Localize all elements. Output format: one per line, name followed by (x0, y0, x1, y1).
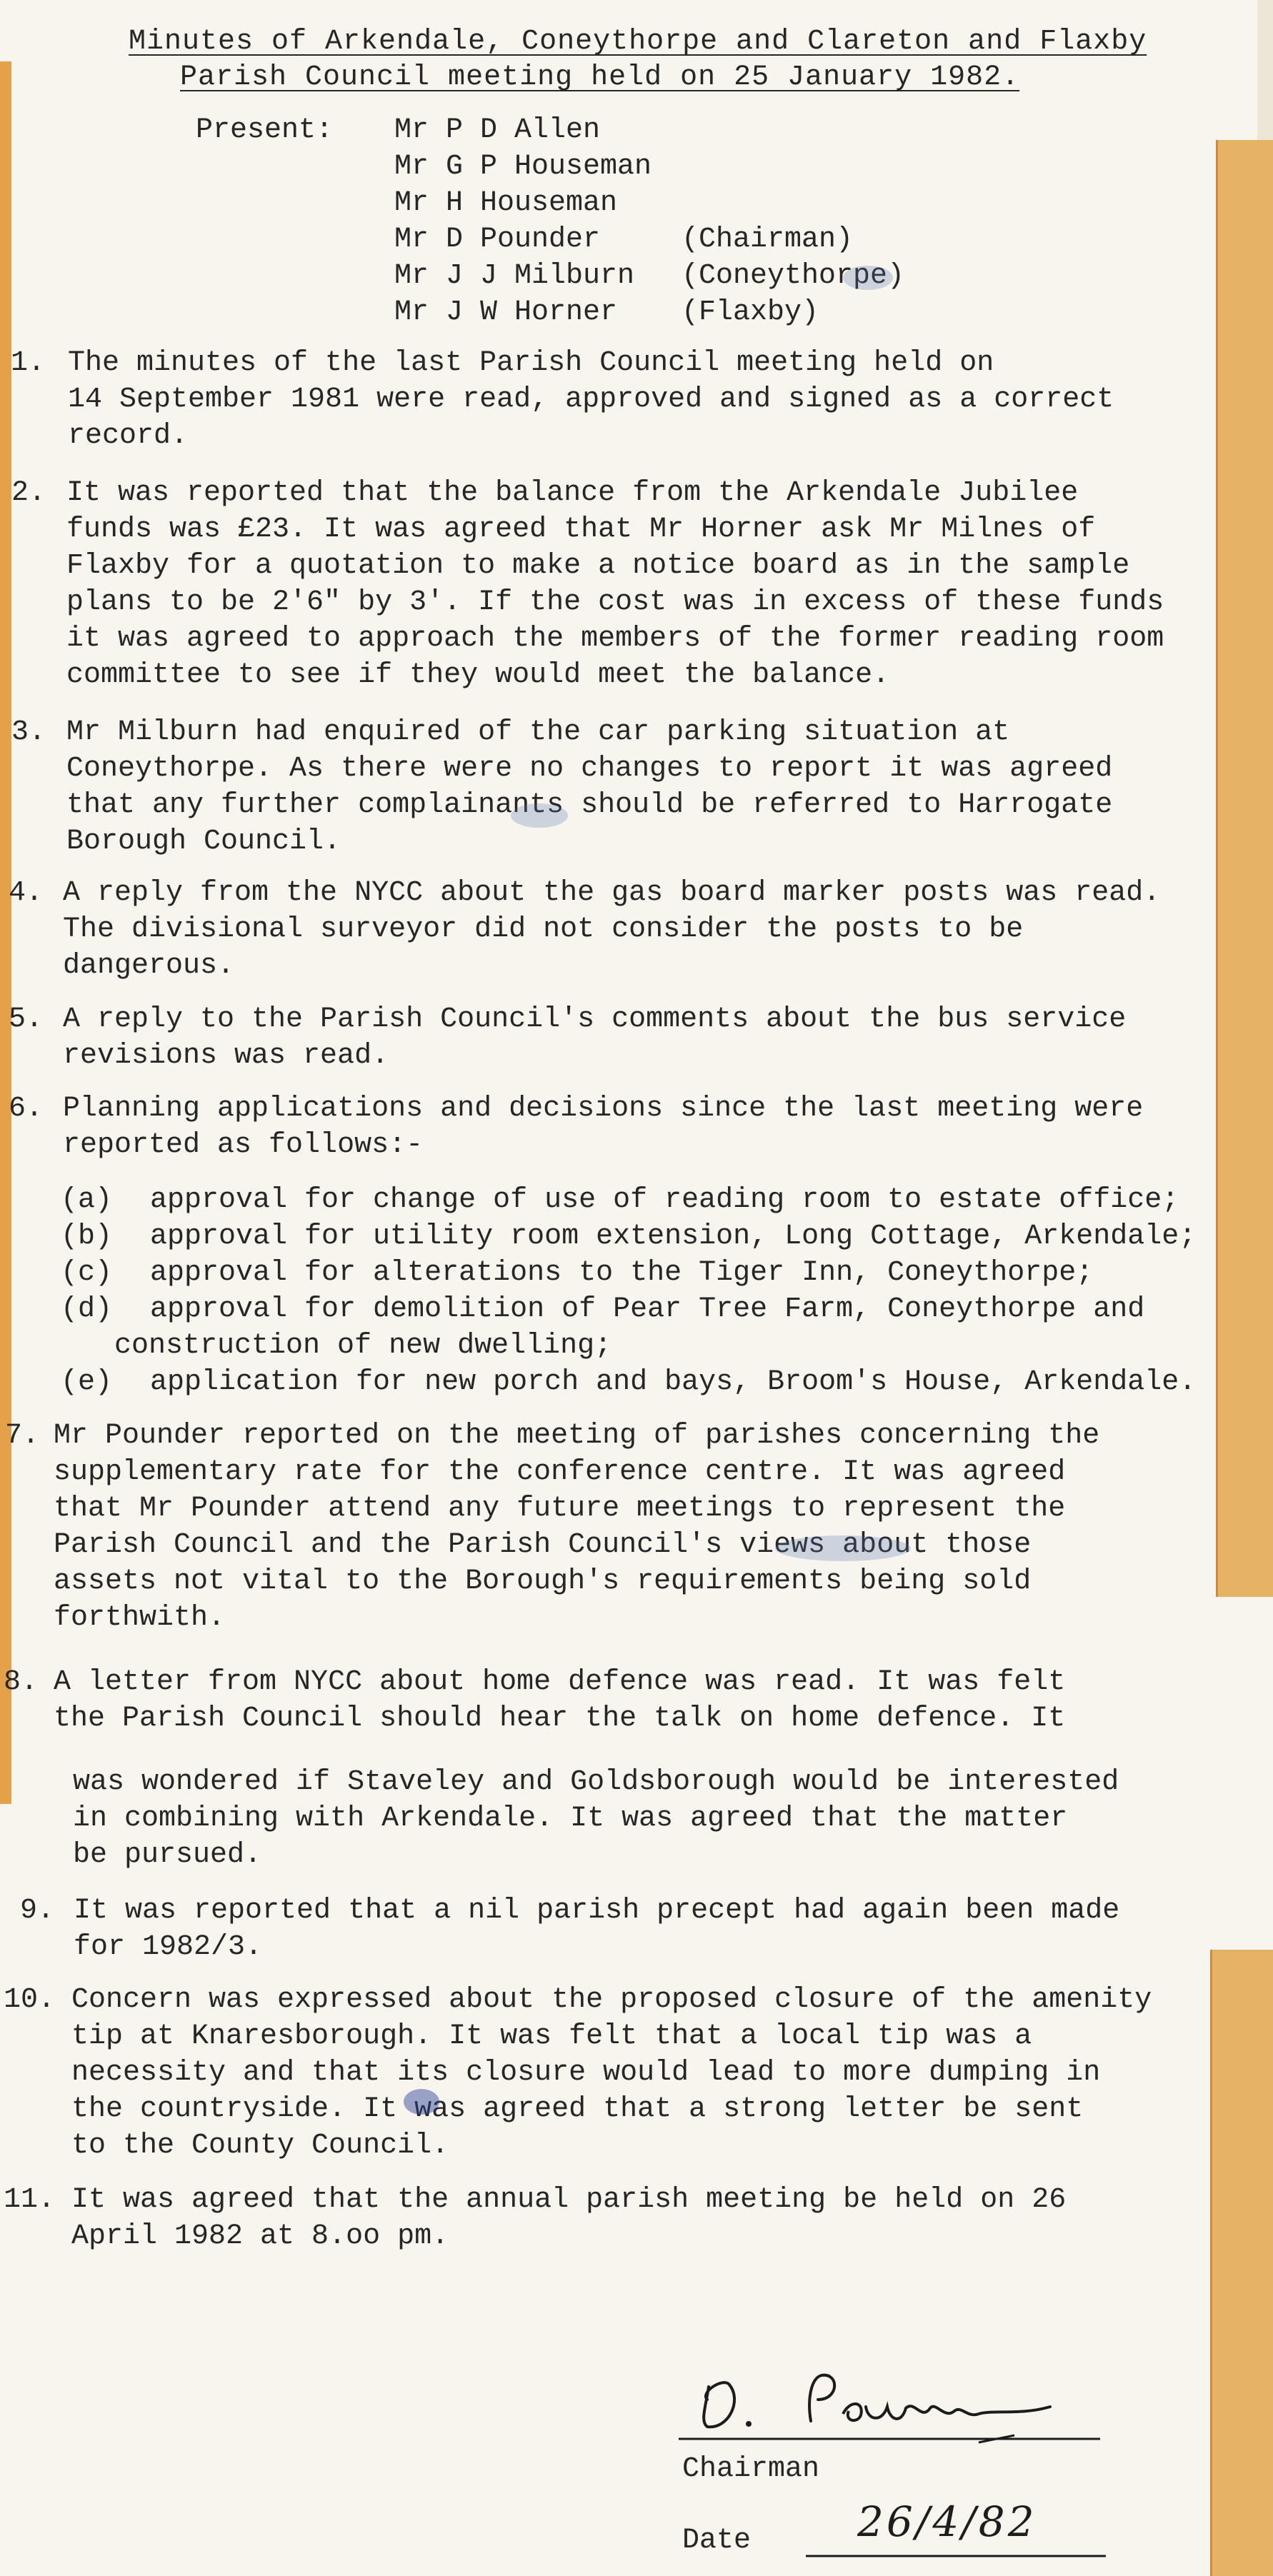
item-number: 7. (5, 1420, 40, 1452)
item-line: to the County Council. (71, 2130, 449, 2162)
minute-item-8 (4, 1664, 1066, 1737)
item-number: 5. (9, 1003, 44, 1036)
chairman-label: Chairman (682, 2453, 820, 2485)
present-member (394, 296, 819, 329)
item-line: it was agreed to approach the members of the former reading room (66, 623, 1164, 655)
member-name: Mr D Pounder (394, 224, 601, 256)
item-line: assets not vital to the Borough's requirements being sold (54, 1565, 1032, 1598)
item-line: The divisional surveyor did not consider the posts to be (63, 913, 1024, 946)
title-line-1: Minutes of Arkendale, Coneythorpe and Clareton and Flaxby (129, 26, 1147, 58)
item-line: for 1982/3. (74, 1931, 263, 1963)
item-line: Concern was expressed about the proposed closure of the amenity (71, 1984, 1152, 2016)
item-number: 6. (9, 1093, 44, 1125)
item-line: Flaxby for a quotation to make a notice board as in the sample (66, 550, 1130, 582)
item-line: the Parish Council should hear the talk on home defence. It (54, 1703, 1066, 1735)
member-role: (Chairman) (682, 224, 854, 256)
item-line: dangerous. (63, 950, 235, 982)
minute-item-6 (9, 1091, 1144, 1163)
item-line: A reply to the Parish Council's comments about the bus service (63, 1003, 1127, 1036)
item-line: committee to see if they would meet the balance. (66, 659, 890, 691)
member-name: Mr P D Allen (394, 114, 601, 146)
item-line: 14 September 1981 were read, approved and signed as a correct (68, 384, 1114, 416)
present-member (394, 114, 600, 146)
minute-item-8-continued (73, 1764, 1119, 1873)
item-line: tip at Knaresborough. It was felt that a local tip was a (71, 2020, 1032, 2053)
item-line: Planning applications and decisions since the last meeting were (63, 1093, 1144, 1125)
minute-item-7 (5, 1418, 1100, 1636)
item-line: reported as follows:- (63, 1129, 424, 1161)
member-name: Mr H Houseman (394, 187, 618, 219)
planning-letter: (c) (61, 1257, 113, 1289)
present-member (394, 151, 652, 183)
item-line: April 1982 at 8.oo pm. (71, 2220, 449, 2252)
member-name: Mr J J Milburn (394, 260, 635, 292)
item-number: 3. (11, 716, 46, 748)
item-line: It was agreed that the annual parish meeting be held on 26 (71, 2184, 1067, 2216)
item-line: record. (68, 420, 189, 452)
present-member (394, 260, 905, 292)
planning-text: approval for demolition of Pear Tree Farm, Coneythorpe and (150, 1293, 1145, 1325)
item-line: the countryside. It was agreed that a strong letter be sent (71, 2093, 1084, 2125)
item-line: It was reported that a nil parish precept had again been made (74, 1895, 1120, 1927)
planning-letter: (e) (61, 1366, 113, 1398)
item-number: 2. (11, 477, 46, 509)
ink-smudge (843, 266, 893, 290)
item-line: that any further complainants should be referred to Harrogate (66, 789, 1113, 821)
item-line: was wondered if Staveley and Goldsborough would be interested (73, 1766, 1119, 1798)
item-line: A reply from the NYCC about the gas board marker posts was read. (63, 877, 1161, 909)
present-member (394, 224, 854, 256)
item-line: It was reported that the balance from the Arkendale Jubilee (66, 477, 1079, 509)
item-line: Parish Council and the Parish Council's views about those (54, 1529, 1032, 1561)
minute-item-10 (4, 1982, 1152, 2164)
minute-item-5 (9, 1001, 1127, 1074)
planning-letter: (d) (61, 1293, 113, 1325)
ink-smudge (775, 1535, 911, 1561)
member-name: Mr J W Horner (394, 296, 618, 329)
date-handwritten: 26/4/82 (857, 2497, 1037, 2546)
item-line: that Mr Pounder attend any future meetings to represent the (54, 1493, 1066, 1525)
ink-smudge (404, 2089, 439, 2115)
item-number: 1. (11, 347, 46, 379)
planning-text: approval for alterations to the Tiger Inn, Coneythorpe; (150, 1257, 1094, 1289)
item-line: revisions was read. (63, 1040, 389, 1072)
item-line: funds was £23. It was agreed that Mr Horner ask Mr Milnes of (66, 513, 1096, 546)
item-number: 11. (4, 2184, 56, 2216)
signature-pounder-icon (679, 2350, 1122, 2450)
title-line-2: Parish Council meeting held on 25 January 1982. (180, 61, 1020, 94)
item-line: Mr Milburn had enquired of the car parking situation at (66, 716, 1010, 748)
planning-letter: (b) (61, 1221, 113, 1253)
planning-letter: (a) (61, 1184, 113, 1216)
item-line: plans to be 2'6" by 3'. If the cost was in excess of these funds (66, 586, 1164, 618)
minute-item-4 (9, 875, 1161, 984)
item-line: be pursued. (73, 1839, 262, 1871)
item-line: supplementary rate for the conference centre. It was agreed (54, 1456, 1066, 1488)
member-name: Mr G P Houseman (394, 151, 652, 183)
date-label: Date (682, 2525, 752, 2557)
item-number: 4. (9, 877, 44, 909)
planning-text: application for new porch and bays, Broom's House, Arkendale. (150, 1366, 1197, 1398)
item-line: Borough Council. (66, 826, 341, 858)
minute-item-2 (11, 475, 1164, 693)
planning-text: approval for utility room extension, Long Cottage, Arkendale; (150, 1221, 1197, 1253)
item-number: 9. (20, 1895, 55, 1927)
item-line: necessity and that its closure would lead to more dumping in (71, 2057, 1101, 2089)
item-line: The minutes of the last Parish Council meeting held on (68, 347, 994, 379)
item-line: A letter from NYCC about home defence was read. It was felt (54, 1666, 1066, 1698)
member-role: (Coneythorpe) (682, 260, 905, 292)
item-line: in combining with Arkendale. It was agreed that the matter (73, 1803, 1068, 1835)
minute-item-11 (4, 2182, 1067, 2255)
planning-text: construction of new dwelling; (114, 1330, 612, 1362)
ink-smudge (511, 803, 568, 828)
item-line: forthwith. (54, 1602, 226, 1634)
item-number: 8. (4, 1666, 39, 1698)
planning-text: approval for change of use of reading room to estate office; (150, 1184, 1179, 1216)
item-line: Mr Pounder reported on the meeting of parishes concerning the (54, 1420, 1100, 1452)
minute-item-3 (11, 714, 1113, 860)
present-label: Present: (196, 114, 334, 146)
member-role: (Flaxby) (682, 296, 819, 329)
item-line: Coneythorpe. As there were no changes to report it was agreed (66, 753, 1113, 785)
minute-item-9 (20, 1893, 1120, 1965)
item-number: 10. (4, 1984, 56, 2016)
present-member (394, 187, 617, 219)
minute-item-1 (11, 345, 1114, 454)
date-underline (806, 2552, 1106, 2560)
